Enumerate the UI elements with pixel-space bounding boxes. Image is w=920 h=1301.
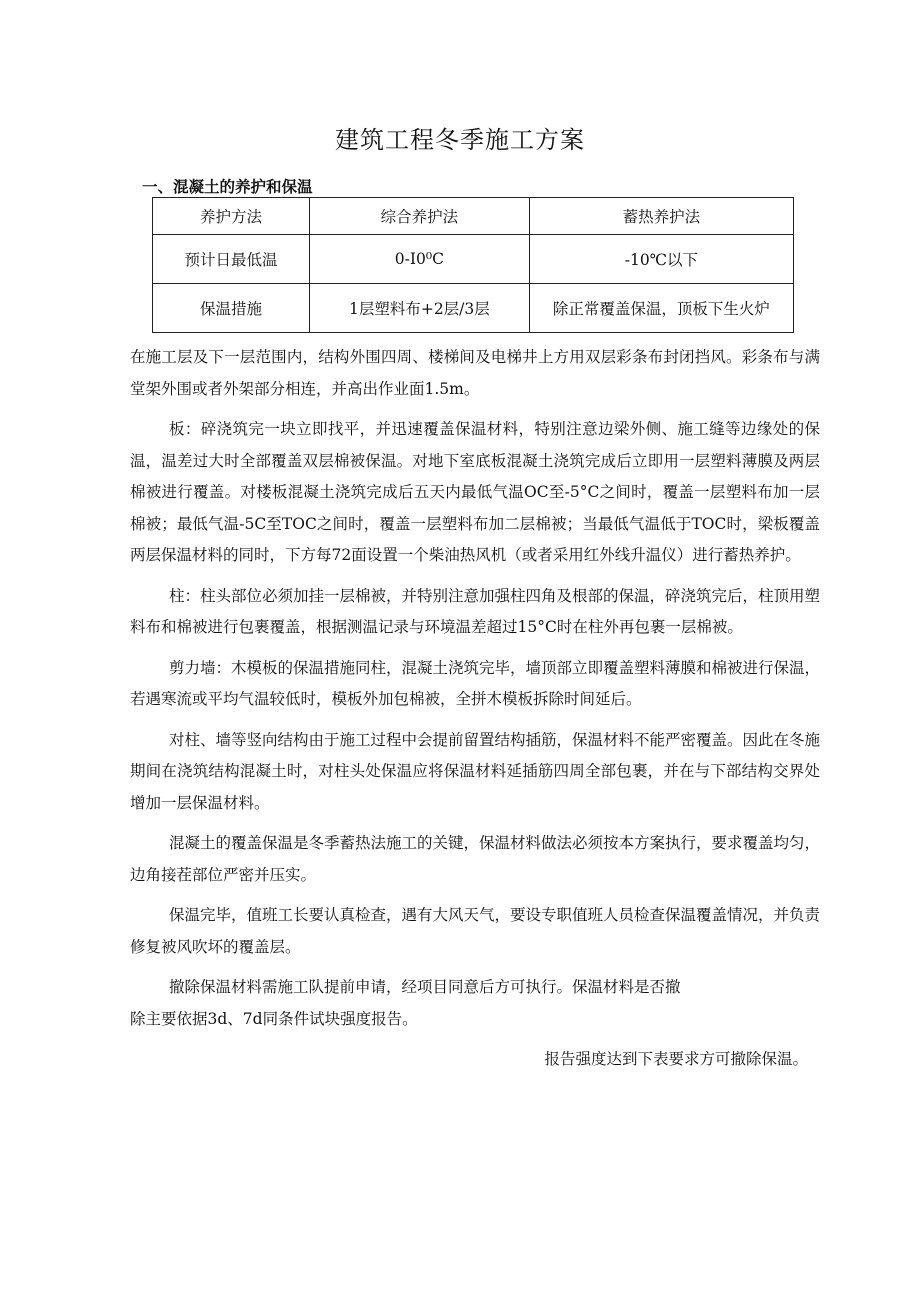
paragraph-removal-request: 撤除保温材料需施工队提前申请，经项目同意后方可执行。保温材料是否撤 <box>169 978 681 996</box>
table-header-row <box>153 198 794 235</box>
table-row <box>153 284 794 333</box>
paragraph-enclosure: 在施工层及下一层范围内，结构外围四周、楼梯间及电梯井上方用双层彩条布封闭挡风。彩条布与满堂架外围或者外架部分相连，并高出作业面1.5m。 <box>130 348 820 398</box>
table-cell: 除正常覆盖保温，顶板下生火炉 <box>529 284 793 333</box>
table-header-cell: 养护方法 <box>153 198 310 235</box>
table-row <box>153 235 794 284</box>
page-title: 建筑工程冬季施工方案 <box>335 126 585 154</box>
section-heading: 一、混凝土的养护和保温 <box>142 178 313 196</box>
table-cell: -10℃以下 <box>529 235 793 284</box>
paragraph-cover-insulation: 混凝土的覆盖保温是冬季蓄热法施工的关键，保温材料做法必须按本方案执行，要求覆盖均匀，边角接茬部位严密并压实。 <box>130 834 821 884</box>
table-header-cell: 蓄热养护法 <box>529 198 793 235</box>
body-text <box>130 342 820 1085</box>
curing-method-table <box>152 197 794 333</box>
paragraph-removal-condition: 报告强度达到下表要求方可撤除保温。 <box>544 1050 808 1068</box>
paragraph-column: 柱：柱头部位必须加挂一层棉被，并特别注意加强柱四角及根部的保温，碎浇筑完后，柱顶用塑料布和棉被进行包裹覆盖，根据测温记录与环境温差超过15°C时在柱外再包裹一层棉被。 <box>130 586 821 636</box>
paragraph-slab: 板：碎浇筑完一块立即找平，并迅速覆盖保温材料，特别注意边梁外侧、施工缝等边缘处的保温，温差过大时全部覆盖双层棉被保温。对地下室底板混凝土浇筑完成后立即用一层塑料薄膜及两层棉被进行覆盖。对楼板混凝土浇筑完成后五天内最低气温OC至-5°C之间时，覆盖一层塑料布加一层棉被；最低气温-5C至TOC之间时，覆盖一层塑料布加二层棉被；当最低气温低于TOC时，梁板覆盖两层保温材料的同时，下方每72面设置一个柴油热风机（或者采用红外线升温仪）进行蓄热养护。 <box>130 420 820 564</box>
table-cell: 1层塑料布+2层/3层 <box>309 284 529 333</box>
paragraph-vertical-structure: 对柱、墙等竖向结构由于施工过程中会提前留置结构插筋，保温材料不能严密覆盖。因此在冬施期间在浇筑结构混凝土时，对柱头处保温应将保温材料延插筋四周全部包裹，并在与下部结构交界处增加一层保温材料。 <box>130 730 821 812</box>
table-header-cell: 综合养护法 <box>309 198 529 235</box>
table-cell: 保温措施 <box>153 284 310 333</box>
table-cell: 预计日最低温 <box>153 235 310 284</box>
paragraph-removal-basis: 除主要依据3d、7d同条件试块强度报告。 <box>130 1009 418 1028</box>
table-cell: 0-I0⁰C <box>309 235 529 284</box>
paragraph-shear-wall: 剪力墙：木模板的保温措施同柱，混凝土浇筑完毕，墙顶部立即覆盖塑料薄膜和棉被进行保温，若遇寒流或平均气温较低时，模板外加包棉被，全拼木模板拆除时间延后。 <box>130 658 821 708</box>
paragraph-inspection: 保温完毕，值班工长要认真检查，遇有大风天气，要设专职值班人员检查保温覆盖情况，并负责修复被风吹坏的覆盖层。 <box>130 906 821 956</box>
